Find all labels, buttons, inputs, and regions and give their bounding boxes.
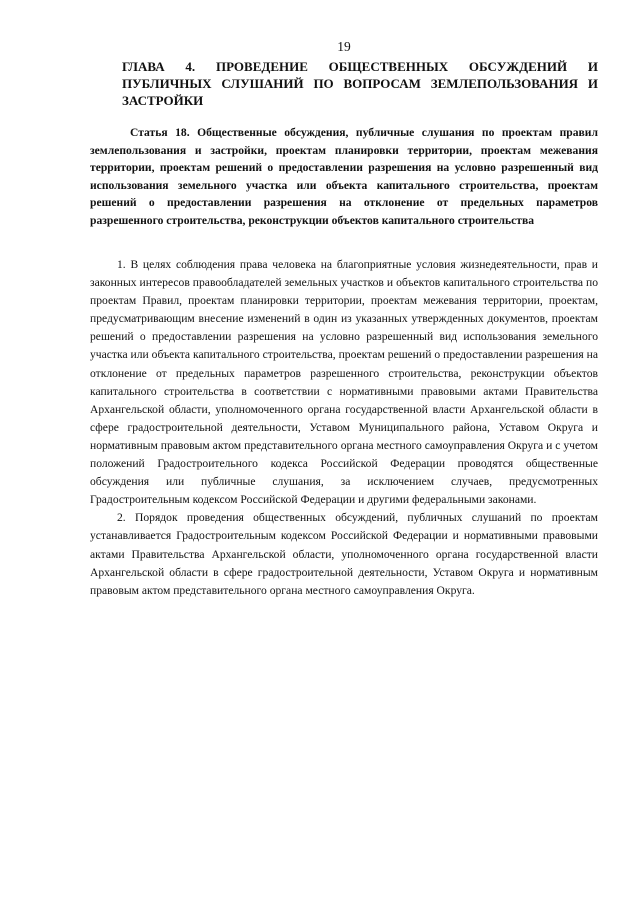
article-title: Статья 18. Общественные обсуждения, публичные слушания по проектам правил землепользования и застройки, проектам планировки территории, проектам межевания территории, проектам решений о предоставлении разрешения на условно разрешенный вид использования земельного участка или объекта капитального строительства, проектам решений о предоставлении разрешения на отклонение от предельных параметров разрешенного строительства, реконструкции объектов капитального строительства xyxy=(90,126,598,227)
article-body xyxy=(90,256,598,600)
paragraph-1: 1. В целях соблюдения права человека на благоприятные условия жизнедеятельности, прав и законных интересов правообладателей земельных участков и объектов капитального строительства по проектам Правил, проектам планировки территории, проектам межевания территории, проектам, предусматривающим внесение изменений в один из указанных утвержденных документов, проектам решений о предоставлении разрешения на условно разрешенный вид использования земельного участка или объекта капитального строительства, проектам решений о предоставлении разрешения на отклонение от предельных параметров разрешенного строительства, реконструкции объектов капитального строительства в соответствии с нормативными правовыми актами Правительства Архангельской области, уполномоченного органа государственной власти Архангельской области в сфере градостроительной деятельности, Уставом Муниципального района, Уставом Округа и нормативным правовым актом представительного органа местного самоуправления Округа и с учетом положений Градостроительного кодекса Российской Федерации проводятся общественные обсуждения или публичные слушания, за исключением случаев, предусмотренных Градостроительным кодексом Российской Федерации и другими федеральными законами. xyxy=(90,258,598,507)
chapter-title: ГЛАВА 4. ПРОВЕДЕНИЕ ОБЩЕСТВЕННЫХ ОБСУЖДЕНИЙ И ПУБЛИЧНЫХ СЛУШАНИЙ ПО ВОПРОСАМ ЗЕМЛЕПОЛЬЗОВАНИЯ И ЗАСТРОЙКИ xyxy=(122,59,598,108)
page-number: 19 xyxy=(337,39,351,54)
paragraph-2: 2. Порядок проведения общественных обсуждений, публичных слушаний по проектам устанавливается Градостроительным кодексом Российской Федерации и нормативными правовыми актами Правительства Архангельской области, уполномоченного органа государственной власти Архангельской области в сфере градостроительной деятельности, Уставом Округа и нормативным правовым актом представительного органа местного самоуправления Округа. xyxy=(90,511,598,597)
